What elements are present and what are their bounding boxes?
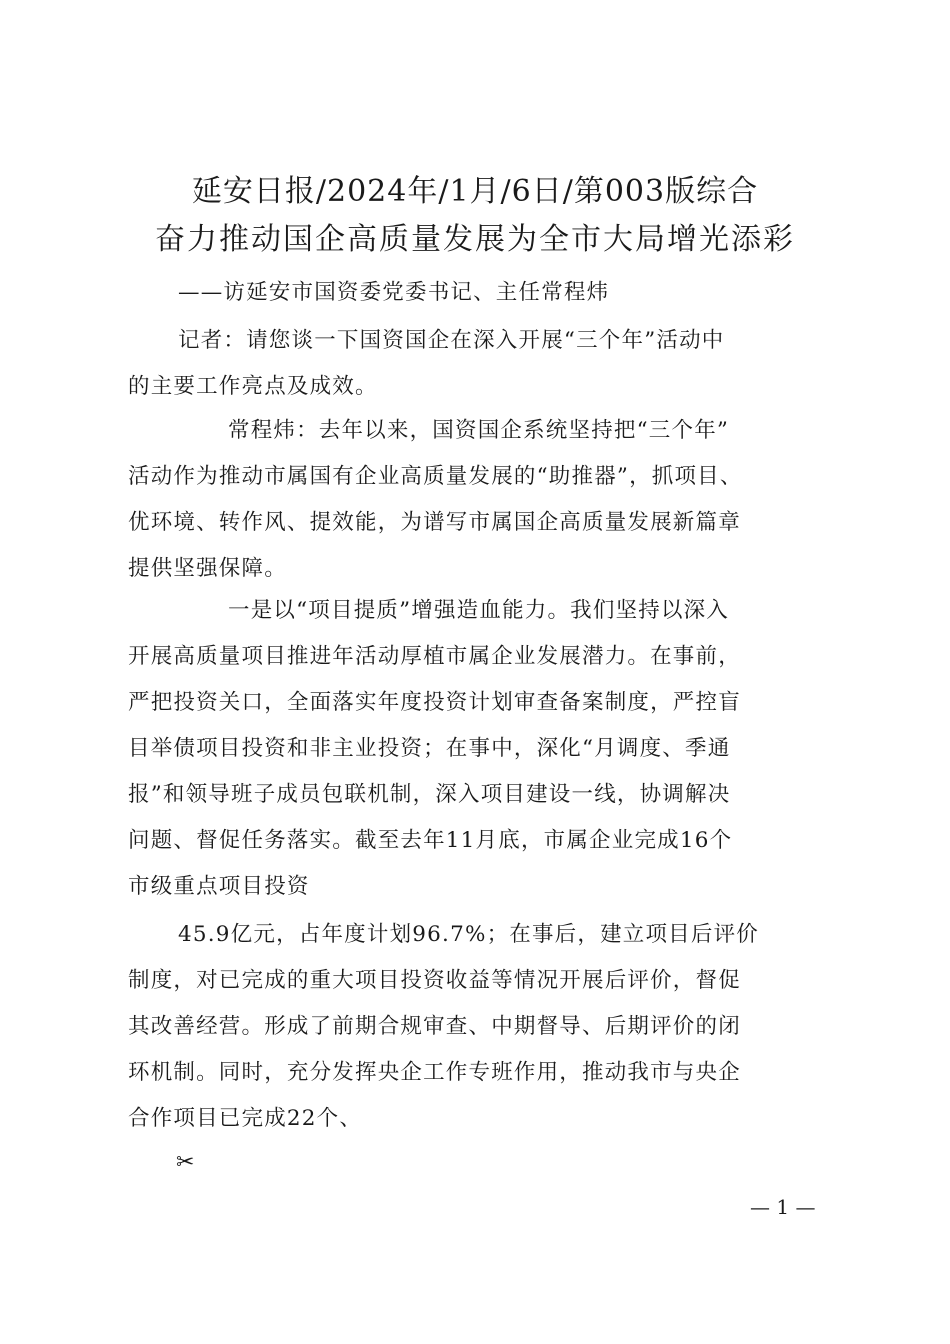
scissors-icon: ✂	[176, 1150, 195, 1175]
answer-intro-line: 优环境、转作风、提效能，为谱写市属国企高质量发展新篇章	[128, 510, 741, 535]
answer-point1-paragraph	[128, 588, 828, 910]
subheadline-text: ——访延安市国资委党委书记、主任常程炜	[178, 280, 610, 305]
answer-intro-line: 提供坚强保障。	[128, 556, 287, 581]
answer-point1-line: 目举债项目投资和非主业投资；在事中，深化“月调度、季通	[128, 736, 731, 761]
answer-intro-line: 常程炜：去年以来，国资国企系统坚持把“三个年”	[228, 418, 730, 443]
answer-point1-cont-line: 其改善经营。形成了前期合规审查、中期督导、后期评价的闭	[128, 1014, 741, 1039]
answer-point1-line: 报”和领导班子成员包联机制，深入项目建设一线，协调解决	[128, 782, 731, 807]
page-number: — 1 —	[750, 1195, 816, 1219]
answer-point1-cont-line: 合作项目已完成22个、	[128, 1106, 363, 1131]
answer-point1-cont-line: 45.9亿元，占年度计划96.7%；在事后，建立项目后评价	[178, 922, 759, 947]
answer-point1-line: 问题、督促任务落实。截至去年11月底，市属企业完成16个	[128, 828, 733, 853]
answer-intro-paragraph	[128, 408, 828, 592]
question-paragraph	[128, 318, 828, 410]
headline: 奋力推动国企高质量发展为全市大局增光添彩	[155, 222, 795, 257]
answer-point1-line: 市级重点项目投资	[128, 874, 310, 899]
answer-point1-cont-line: 环机制。同时，充分发挥央企工作专班作用，推动我市与央企	[128, 1060, 741, 1085]
answer-point1-cont-line: 制度，对已完成的重大项目投资收益等情况开展后评价，督促	[128, 968, 741, 993]
answer-point1-line: 严把投资关口，全面落实年度投资计划审查备案制度，严控盲	[128, 690, 741, 715]
answer-point1-line: 开展高质量项目推进年活动厚植市属企业发展潜力。在事前，	[128, 644, 741, 669]
answer-point1-continued-paragraph	[128, 912, 828, 1142]
answer-point1-line: 一是以“项目提质”增强造血能力。我们坚持以深入	[228, 598, 730, 623]
subheadline	[178, 270, 878, 316]
question-line: 的主要工作亮点及成效。	[128, 374, 378, 399]
answer-intro-line: 活动作为推动市属国有企业高质量发展的“助推器”，抓项目、	[128, 464, 743, 489]
source-line: 延安日报/2024年/1月/6日/第003版综合	[191, 174, 759, 209]
question-line: 记者：请您谈一下国资国企在深入开展“三个年”活动中	[178, 328, 725, 353]
